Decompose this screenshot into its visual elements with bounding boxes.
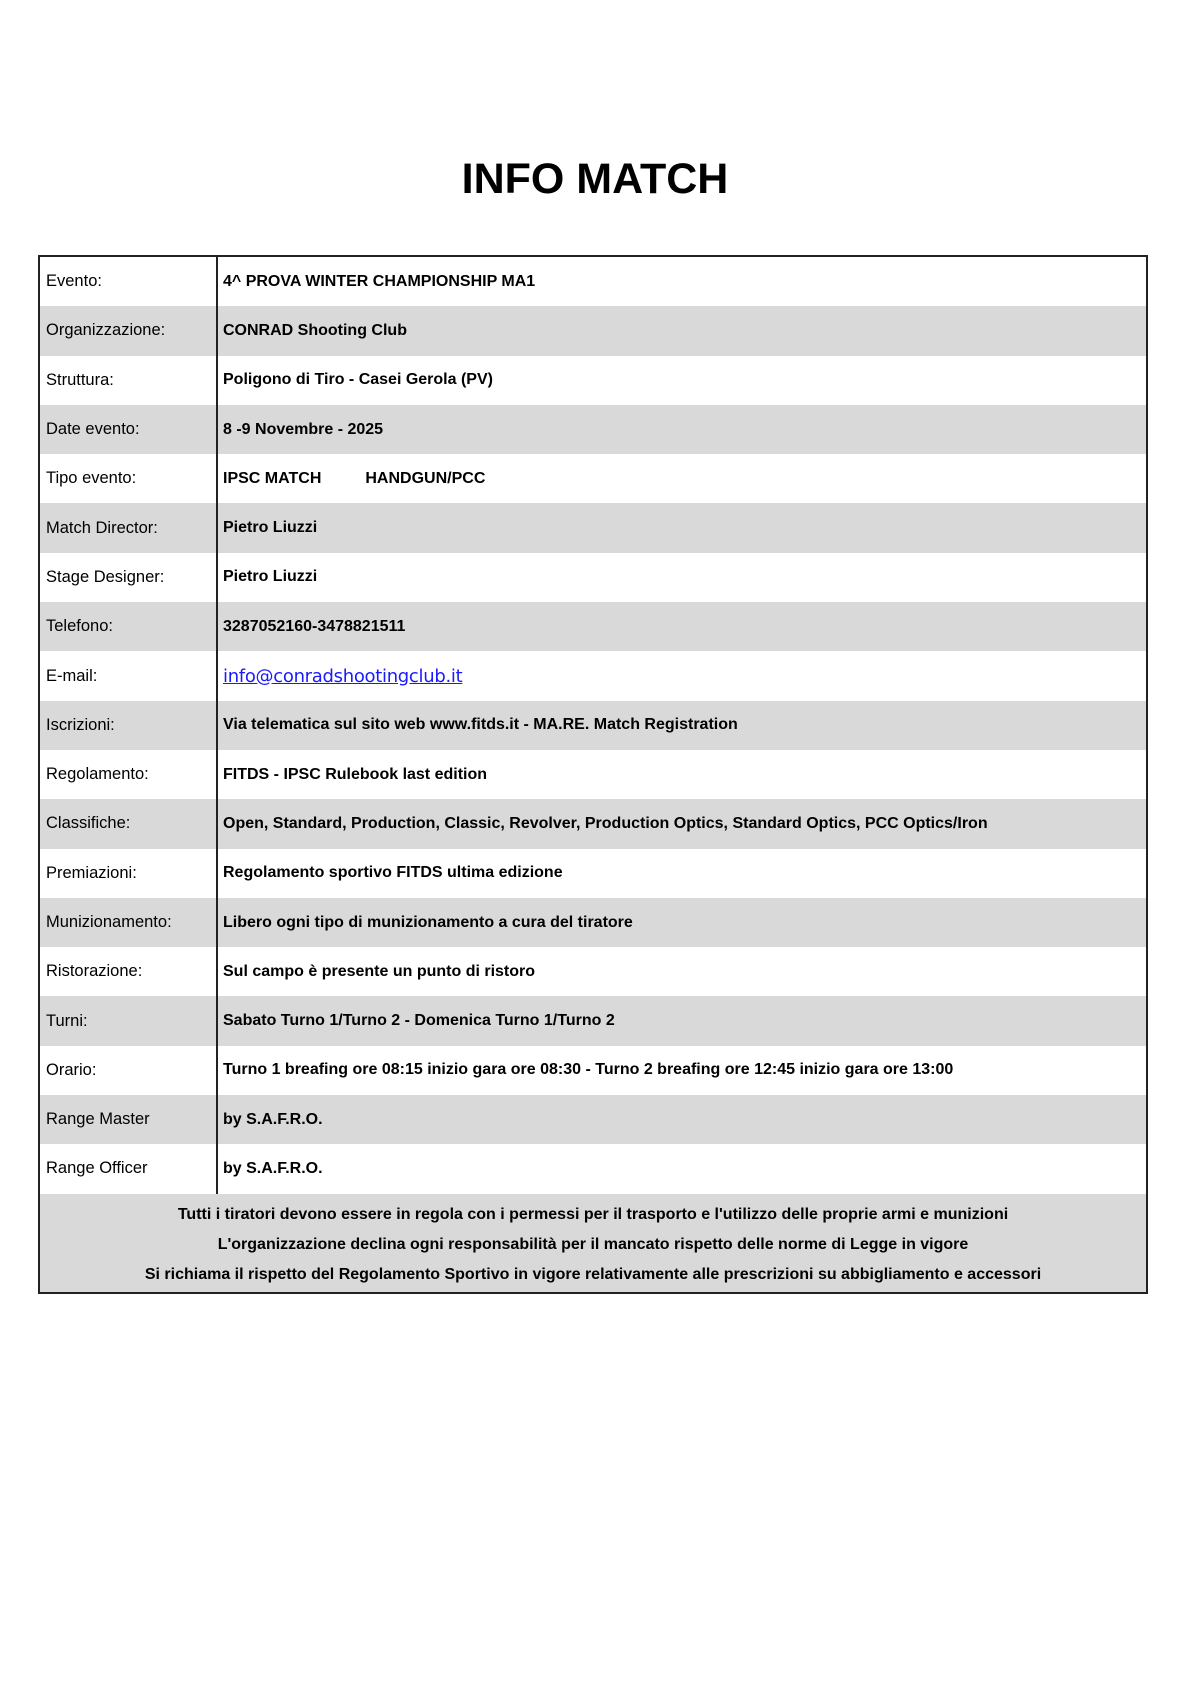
row-telefono: [40, 602, 1146, 651]
value-regolamento: FITDS - IPSC Rulebook last edition: [216, 750, 1146, 799]
row-stage-designer: [40, 553, 1146, 602]
label-email: E-mail:: [46, 666, 98, 685]
match-info-table: [38, 255, 1148, 1294]
label-ristorazione: Ristorazione:: [46, 962, 143, 981]
label-date-evento: Date evento:: [46, 420, 140, 439]
row-date-evento: [40, 405, 1146, 454]
value-range-officer: by S.A.F.R.O.: [216, 1144, 1146, 1193]
value-iscrizioni: Via telematica sul sito web www.fitds.it - MA.RE. Match Registration: [216, 701, 1146, 750]
value-tipo-evento-match: IPSC MATCH: [223, 469, 322, 487]
value-stage-designer: Pietro Liuzzi: [216, 553, 1146, 602]
label-tipo-evento: Tipo evento:: [46, 469, 137, 488]
label-evento: Evento:: [46, 272, 102, 291]
value-organizzazione: CONRAD Shooting Club: [216, 306, 1146, 355]
value-munizionamento: Libero ogni tipo di munizionamento a cura del tiratore: [216, 898, 1146, 947]
row-iscrizioni: [40, 701, 1146, 750]
row-classifiche: [40, 799, 1146, 848]
value-orario: Turno 1 breafing ore 08:15 inizio gara ore 08:30 - Turno 2 breafing ore 12:45 inizio gara ore 13:00: [216, 1046, 1146, 1095]
value-telefono: 3287052160-3478821511: [216, 602, 1146, 651]
value-email: [216, 651, 1146, 700]
label-organizzazione: Organizzazione:: [46, 321, 166, 340]
value-tipo-evento: [216, 454, 1146, 503]
row-evento: [40, 257, 1146, 306]
row-orario: [40, 1046, 1146, 1095]
row-turni: [40, 996, 1146, 1045]
footer-note-dress-code: Si richiama il rispetto del Regolamento Sportivo in vigore relativamente alle prescrizioni su abbigliamento e accessori: [144, 1265, 1042, 1283]
label-range-master: Range Master: [46, 1110, 150, 1129]
value-evento: 4^ PROVA WINTER CHAMPIONSHIP MA1: [216, 257, 1146, 306]
value-match-director: Pietro Liuzzi: [216, 503, 1146, 552]
value-range-master: by S.A.F.R.O.: [216, 1095, 1146, 1144]
row-range-master: [40, 1095, 1146, 1144]
label-telefono: Telefono:: [46, 617, 113, 636]
label-munizionamento: Munizionamento:: [46, 913, 172, 931]
value-ristorazione: Sul campo è presente un punto di ristoro: [216, 947, 1146, 996]
footer-notes: [40, 1194, 1146, 1292]
value-classifiche: Open, Standard, Production, Classic, Revolver, Production Optics, Standard Optics, PCC Optics/Iron: [216, 799, 1146, 848]
value-tipo-evento-division: HANDGUN/PCC: [365, 469, 486, 487]
label-range-officer: Range Officer: [46, 1159, 148, 1178]
row-munizionamento: [40, 898, 1146, 947]
row-tipo-evento: [40, 454, 1146, 503]
label-regolamento: Regolamento:: [46, 765, 149, 784]
label-turni: Turni:: [46, 1011, 88, 1030]
row-email: [40, 651, 1146, 700]
value-premiazioni: Regolamento sportivo FITDS ultima edizione: [216, 849, 1146, 898]
label-iscrizioni: Iscrizioni:: [46, 715, 115, 734]
footer-note-permits: Tutti i tiratori devono essere in regola con i permessi per il trasporto e l'utilizzo delle proprie armi e munizioni: [177, 1205, 1009, 1223]
row-premiazioni: [40, 849, 1146, 898]
value-turni: Sabato Turno 1/Turno 2 - Domenica Turno 1/Turno 2: [216, 996, 1146, 1045]
label-struttura: Struttura:: [46, 370, 114, 389]
row-ristorazione: [40, 947, 1146, 996]
label-stage-designer: Stage Designer:: [46, 567, 165, 586]
label-match-director: Match Director:: [46, 518, 158, 537]
label-premiazioni: Premiazioni:: [46, 863, 137, 882]
page-title: INFO MATCH: [461, 155, 729, 203]
email-link[interactable]: info@conradshootingclub.it: [223, 665, 463, 687]
label-orario: Orario:: [46, 1060, 97, 1079]
row-range-officer: [40, 1144, 1146, 1193]
label-classifiche: Classifiche:: [46, 814, 131, 833]
row-match-director: [40, 503, 1146, 552]
value-date-evento: 8 -9 Novembre - 2025: [216, 405, 1146, 454]
row-organizzazione: [40, 306, 1146, 355]
row-struttura: [40, 356, 1146, 405]
footer-note-liability: L'organizzazione declina ogni responsabilità per il mancato rispetto delle norme di Legge in vigore: [217, 1235, 969, 1253]
value-struttura: Poligono di Tiro - Casei Gerola (PV): [216, 356, 1146, 405]
row-regolamento: [40, 750, 1146, 799]
